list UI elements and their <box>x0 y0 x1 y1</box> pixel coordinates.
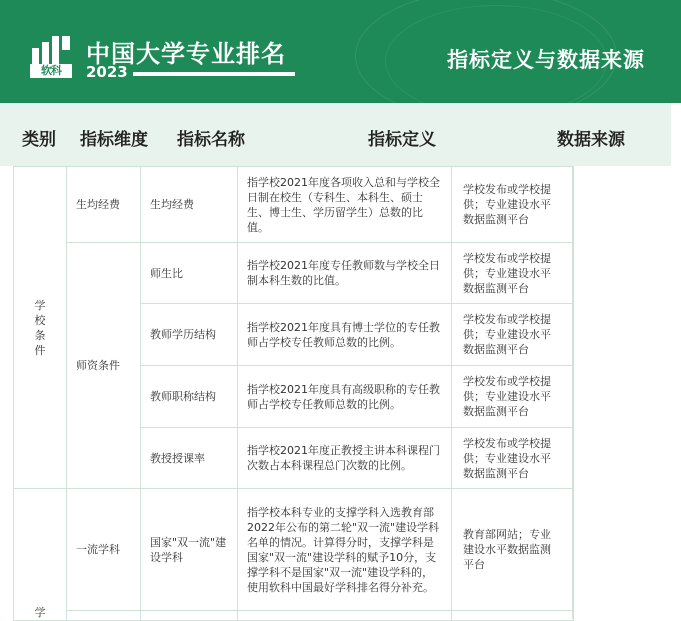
header-banner <box>0 0 681 103</box>
definition-cell <box>238 611 452 621</box>
definition-cell: 指学校2021年度具有高级职称的专任教师占学校专任教师总数的比例。 <box>238 366 452 428</box>
indicator-name-cell <box>141 611 238 621</box>
indicator-name-cell: 教师职称结构 <box>141 366 238 428</box>
brand-year: 2023 <box>86 63 128 81</box>
source-cell: 学校发布或学校提供；专业建设水平数据监测平台 <box>452 304 574 366</box>
definition-cell: 指学校本科专业的支撑学科入选教育部2022年公布的第二轮"双一流"建设学科名单的情况。计算得分时，支撑学科是国家"双一流"建设学科的赋予10分，支撑学科不是国家"双一流"建设学科的，使用软科中国最好学科排名得分补充。 <box>238 489 452 611</box>
brand-title: 中国大学专业排名 <box>86 40 286 68</box>
table-row <box>14 489 574 611</box>
source-cell: 学校发布或学校提供；专业建设水平数据监测平台 <box>452 243 574 304</box>
indicator-name-cell: 生均经费 <box>141 167 238 243</box>
source-cell: 学校发布或学校提供；专业建设水平数据监测平台 <box>452 428 574 489</box>
category-cell <box>14 489 67 621</box>
dimension-cell: 师资条件 <box>67 243 141 489</box>
definition-cell: 指学校2021年度各项收入总和与学校全日制在校生（专科生、本科生、硕士生、博士生、学历留学生）总数的比值。 <box>238 167 452 243</box>
brand-underline <box>133 72 295 76</box>
category-label: 学校条件 <box>34 298 46 357</box>
logo-text: 软科 <box>30 64 72 78</box>
column-header-source: 数据来源 <box>557 130 625 150</box>
table-row <box>14 243 574 304</box>
indicator-table <box>13 166 574 621</box>
source-cell: 学校发布或学校提供；专业建设水平数据监测平台 <box>452 167 574 243</box>
dimension-cell: 生均经费 <box>67 167 141 243</box>
dimension-cell: 一流学科 <box>67 489 141 611</box>
source-cell: 教育部网站；专业建设水平数据监测平台 <box>452 489 574 611</box>
table-row <box>14 611 574 621</box>
indicator-name-cell: 师生比 <box>141 243 238 304</box>
source-cell: 学校发布或学校提供；专业建设水平数据监测平台 <box>452 366 574 428</box>
category-cell <box>14 167 67 489</box>
definition-cell: 指学校2021年度专任教师数与学校全日制本科生数的比值。 <box>238 243 452 304</box>
definition-cell: 指学校2021年度正教授主讲本科课程门次数占本科课程总门次数的比例。 <box>238 428 452 489</box>
definition-cell: 指学校2021年度具有博士学位的专任教师占学校专任教师总数的比例。 <box>238 304 452 366</box>
column-header-row <box>0 103 671 166</box>
source-cell <box>452 611 574 621</box>
category-label: 学 <box>34 606 46 619</box>
column-header-category: 类别 <box>22 130 56 150</box>
column-header-indicator-name: 指标名称 <box>177 130 245 150</box>
column-header-dimension: 指标维度 <box>80 130 148 150</box>
column-header-definition: 指标定义 <box>368 130 436 150</box>
dimension-cell <box>67 611 141 621</box>
table-row <box>14 167 574 243</box>
section-title: 指标定义与数据来源 <box>447 48 645 72</box>
indicator-name-cell: 教授授课率 <box>141 428 238 489</box>
shanghairanking-logo-icon <box>30 36 72 78</box>
table-right-border <box>572 166 573 619</box>
indicator-name-cell: 国家"双一流"建设学科 <box>141 489 238 611</box>
indicator-name-cell: 教师学历结构 <box>141 304 238 366</box>
